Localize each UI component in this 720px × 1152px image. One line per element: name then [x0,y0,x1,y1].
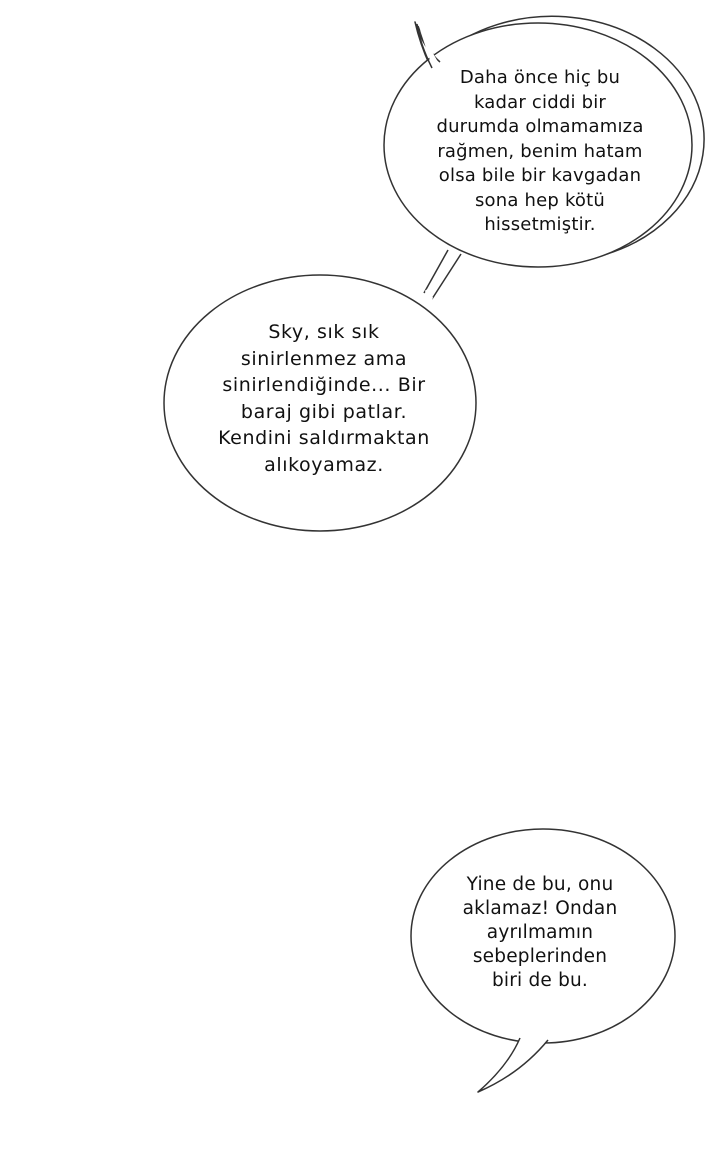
bubble-line: aklamaz! Ondan [462,898,618,919]
bubble-line: sebeplerinden [472,946,608,967]
bubble-line: ayrılmamın [486,922,594,943]
bubble-line: Kendini saldırmaktan [218,427,430,449]
bubble-line: hissetmiştir. [484,214,596,235]
bubble-line: Daha önce hiç bu [459,67,621,88]
bubble-line: kadar ciddi bir [473,91,606,113]
bubble-line: alıkoyamaz. [264,453,384,476]
bubble-line: Yine de bu, onu [466,874,614,895]
speech-bubble-1-text [400,66,680,238]
speech-bubble-3-text [425,873,655,993]
speech-bubble-2-text [182,319,466,478]
bubble-line: sinirlenmez ama [240,347,408,370]
bubble-line: rağmen, benim hatam [437,140,643,162]
bubble-line: sona hep kötü [474,189,606,211]
bubble-line: durumda olmamamıza [436,116,644,137]
bubble-line: olsa bile bir kavgadan [438,165,642,186]
bubble-line: biri de bu. [491,970,589,991]
bubble-line: baraj gibi patlar. [240,400,408,423]
bubble-line: Sky, sık sık [268,321,380,343]
bubble-line: sinirlendiğinde... Bir [222,374,426,396]
bubble-connector [424,250,461,299]
